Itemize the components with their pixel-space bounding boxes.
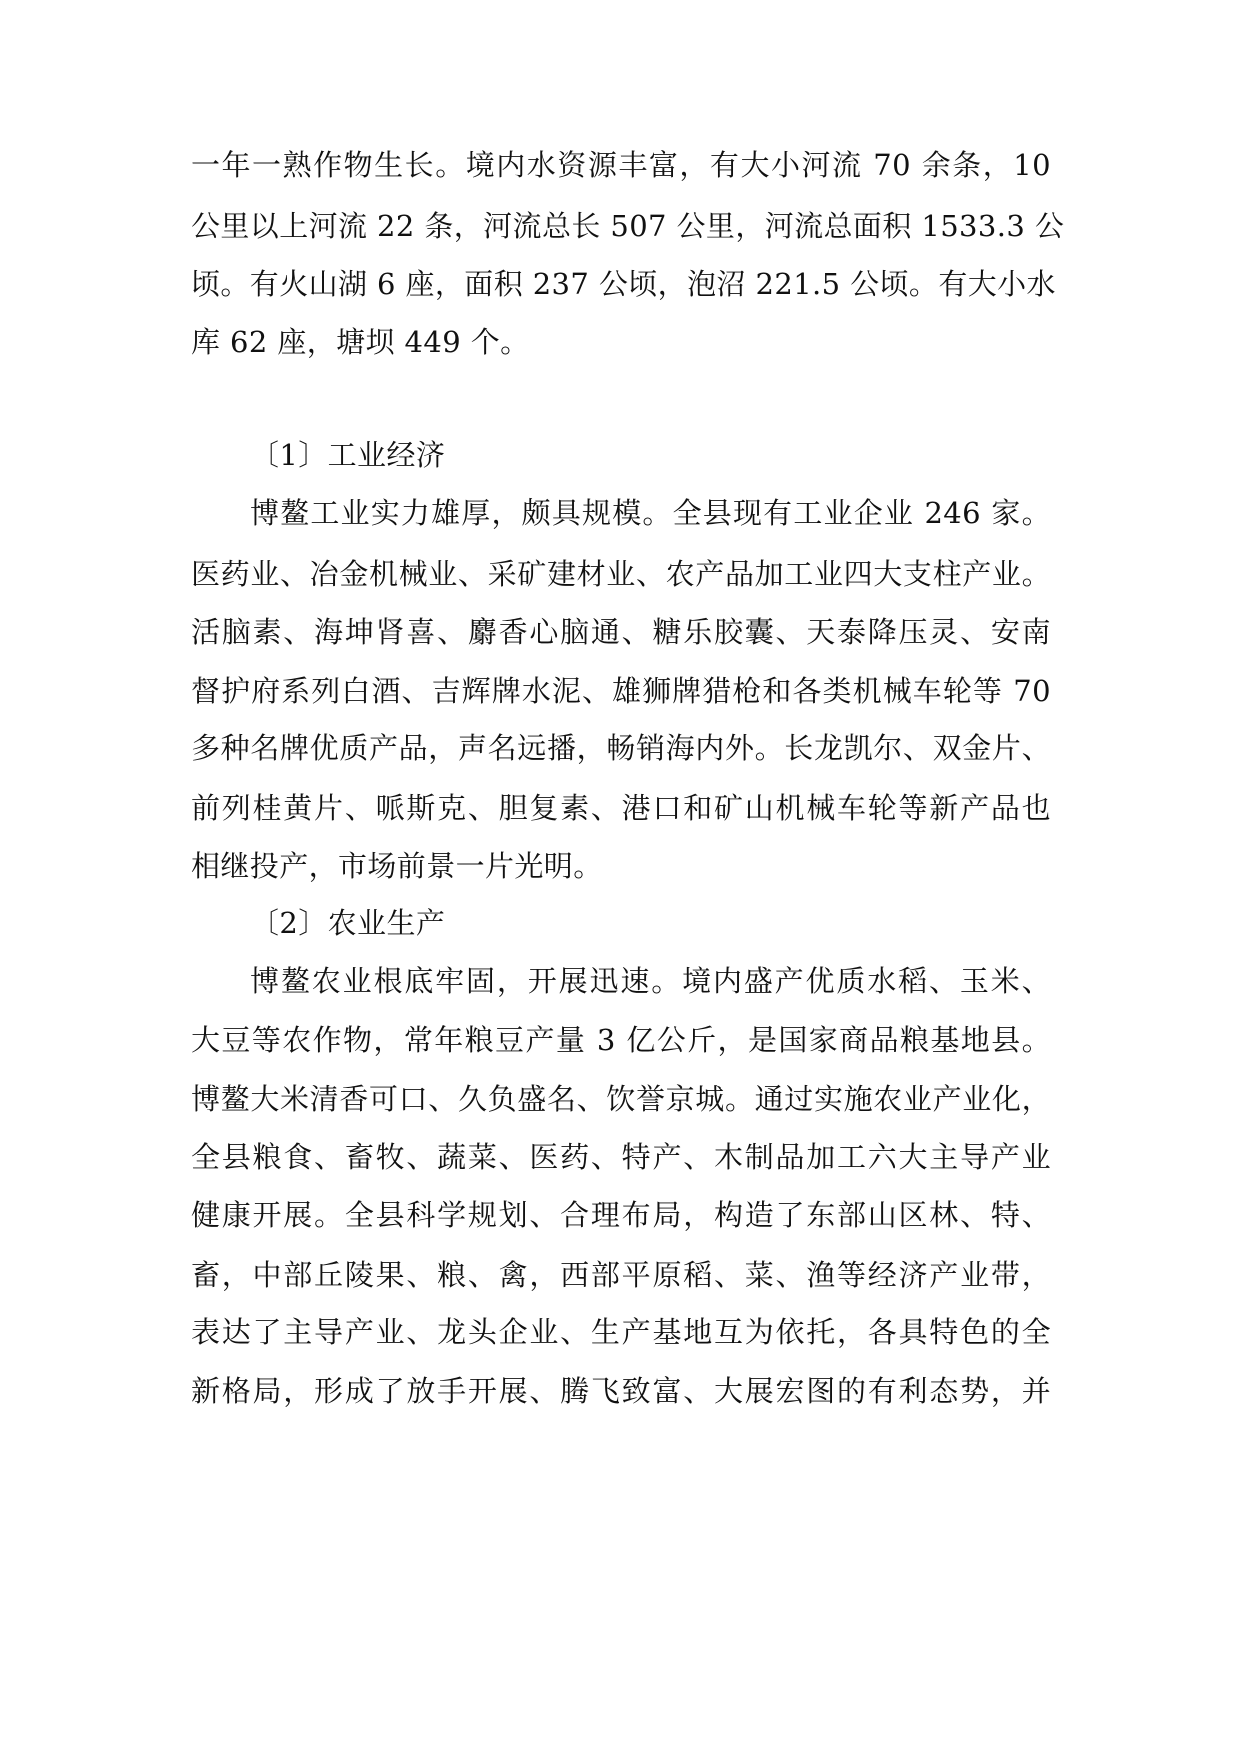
- paragraph-line: 多种名牌优质产品，声名远播，畅销海内外。长龙凯尔、双金片、: [191, 731, 1051, 765]
- paragraph-line: 督护府系列白酒、吉辉牌水泥、雄狮牌猎枪和各类机械车轮等 70: [191, 674, 1051, 708]
- section-heading-agriculture: 〔2〕农业生产: [250, 906, 446, 940]
- paragraph-line: 表达了主导产业、龙头企业、生产基地互为依托，各具特色的全: [191, 1315, 1051, 1349]
- paragraph-line: 相继投产，市场前景一片光明。: [191, 849, 603, 883]
- paragraph-line: 大豆等农作物，常年粮豆产量 3 亿公斤，是国家商品粮基地县。: [191, 1023, 1051, 1057]
- section-heading-industry: 〔1〕工业经济: [250, 438, 446, 472]
- paragraph-line: 畜，中部丘陵果、粮、禽，西部平原稻、菜、渔等经济产业带，: [191, 1258, 1051, 1292]
- paragraph-line: 活脑素、海坤肾喜、麝香心脑通、糖乐胶囊、天泰降压灵、安南: [191, 615, 1051, 649]
- paragraph-line: 博鳌工业实力雄厚，颇具规模。全县现有工业企业 246 家。: [250, 496, 1051, 530]
- paragraph-line: 医药业、冶金机械业、采矿建材业、农产品加工业四大支柱产业。: [191, 557, 1051, 591]
- paragraph-line: 新格局，形成了放手开展、腾飞致富、大展宏图的有利态势，并: [191, 1374, 1051, 1408]
- paragraph-line: 全县粮食、畜牧、蔬菜、医药、特产、木制品加工六大主导产业: [191, 1140, 1051, 1174]
- paragraph-line: 库 62 座，塘坝 449 个。: [191, 325, 530, 359]
- paragraph-line: 一年一熟作物生长。境内水资源丰富，有大小河流 70 余条，10: [191, 148, 1051, 182]
- paragraph-line: 健康开展。全县科学规划、合理布局，构造了东部山区林、特、: [191, 1198, 1051, 1232]
- paragraph-line: 公里以上河流 22 条，河流总长 507 公里，河流总面积 1533.3 公: [191, 209, 1065, 243]
- paragraph-line: 博鳌农业根底牢固，开展迅速。境内盛产优质水稻、玉米、: [250, 964, 1051, 998]
- paragraph-line: 顷。有火山湖 6 座，面积 237 公顷，泡沼 221.5 公顷。有大小水: [191, 267, 1056, 301]
- paragraph-line: 博鳌大米清香可口、久负盛名、饮誉京城。通过实施农业产业化，: [191, 1082, 1051, 1116]
- paragraph-line: 前列桂黄片、哌斯克、胆复素、港口和矿山机械车轮等新产品也: [191, 791, 1051, 825]
